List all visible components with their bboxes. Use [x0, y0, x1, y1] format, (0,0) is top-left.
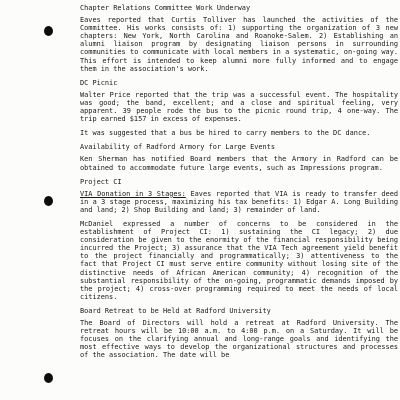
paragraph-via-donation: [80, 190, 398, 214]
binder-hole: [44, 26, 53, 36]
section-heading-chapter-relations: Chapter Relations Committee Work Underway: [80, 4, 251, 12]
section-heading-dc-picnic: DC Picnic: [80, 78, 118, 87]
section-heading-board-retreat: Board Retreat to be Held at Radford University: [80, 306, 271, 315]
section-heading-project-ci: Project CI: [80, 177, 122, 186]
paragraph-mcdaniel-concerns: McDaniel expressed a number of concerns to be considered in the establishment of Project CI: 1) sustaining the CI legacy; 2) due consideration be given to the enormity of the financial responsibility being incurred the Project; 3) assurance that the VIA Tech agreement yield benefit to the project financially and programmatically; 3) attentiveness to the fact that Project CI must serve entire community without losing site of the distinctive needs of African American community; 4) recognition of the substantial responsibility of the on-going, programmatic demands imposed by the project; 4) cross-over programming required to meet the needs of local citizens.: [80, 219, 398, 301]
paragraph-chapter-relations: Eaves reported that Curtis Tolliver has launched the activities of the Committee. His works consists of: 1) supporting the organization of 3 new chapters: New York, North Carolina and Roanoke-Salem. 2) Establishing an alumni liaison program by designating liaison persons in surrounding communities to communicate with local members in a systematic, on-going way. This effort is intended to keep alumni more fully informed and to engage them in the association's work.: [80, 16, 398, 73]
paragraph-board-retreat: The Board of Directors will hold a retreat at Radford University. The retreat hours will be 10:00 a.m. to 4:00 p.m. on a Saturday. It will be focuses on the clarifying annual and long-range goals and identifying the most effective ways to develop the organizational structures and processes of the association. The date will be: [80, 319, 398, 360]
binder-hole: [44, 373, 53, 383]
via-donation-label: VIA Donation in 3 Stages:: [80, 189, 186, 198]
paragraph-armory: Ken Sherman has notified Board members that the Armory in Radford can be obtained to accommodate future large events, such as Impressions program.: [80, 155, 398, 172]
paragraph-dc-dance: It was suggested that a bus be hired to carry members to the DC dance.: [80, 129, 371, 138]
document-body: [80, 4, 398, 365]
binder-hole: [44, 196, 53, 206]
via-donation-text: Eaves reported that VIA is ready to transfer deed in a 3 stage process, maximizing his tax benefits: 1) Edgar A. Long Building and land; 2) Shop Building and land; 3) remainder of land.: [80, 189, 398, 214]
section-heading-armory: Availability of Radford Armory for Large Events: [80, 143, 275, 152]
paragraph-dc-picnic: Walter Price reported that the trip was a successful event. The hospitality was good; the band, excellent; and a close and spiritual feeling, very apparent. 39 people rode the bus to the picnic round trip, 4 one-way. The trip earned $157 in excess of expenses.: [80, 90, 398, 124]
